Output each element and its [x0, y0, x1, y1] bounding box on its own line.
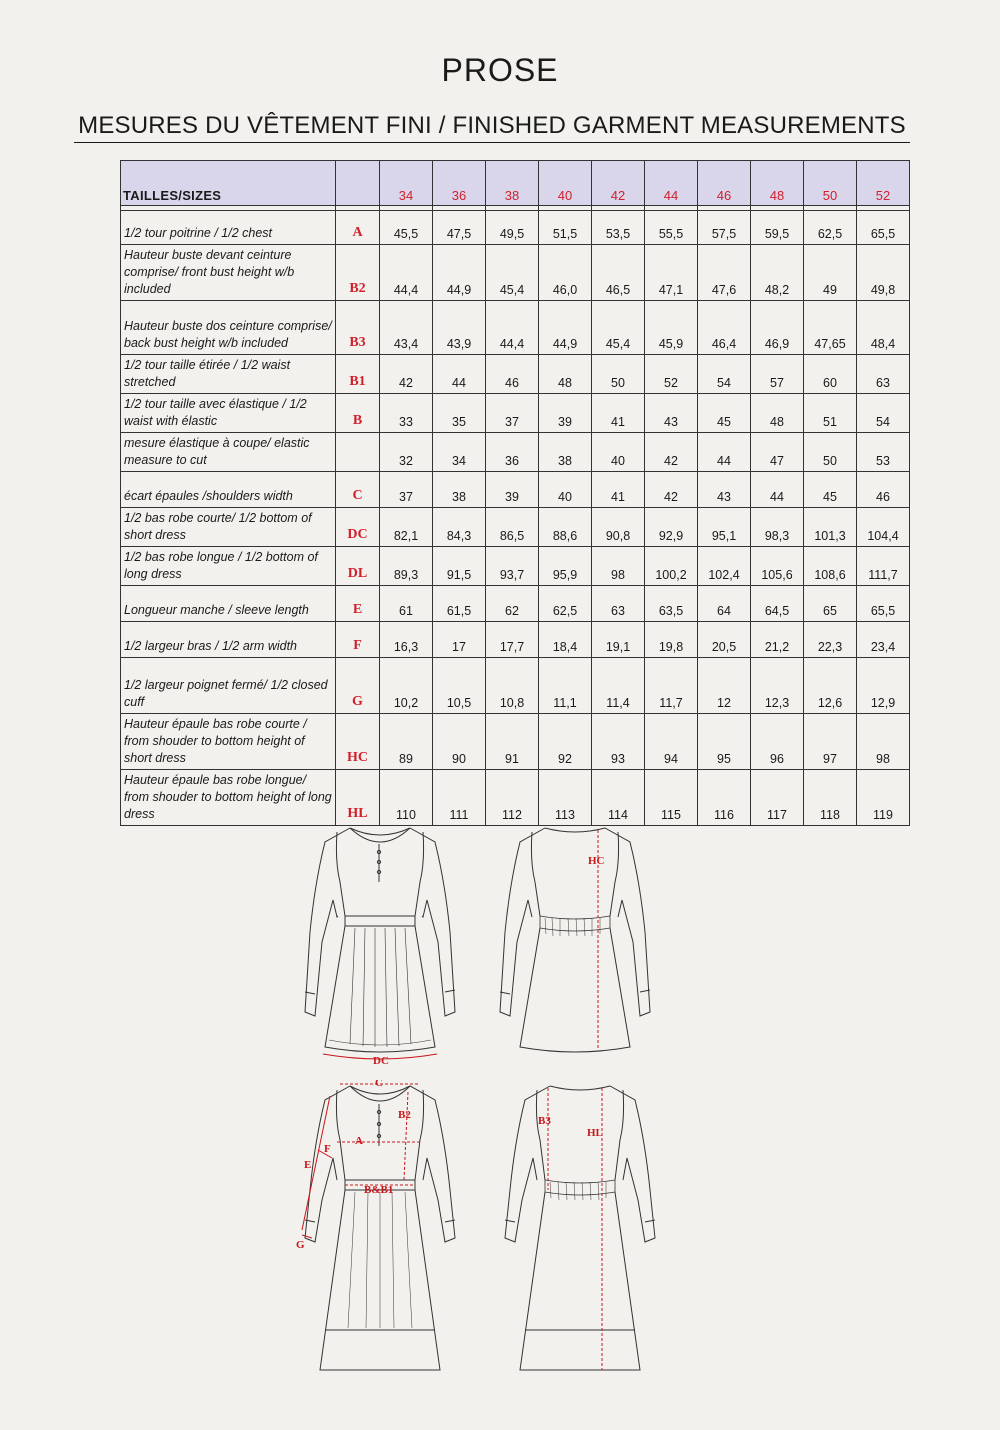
- table-row: [121, 433, 910, 472]
- measurement-value: 86,5: [486, 508, 539, 547]
- measurement-value: 44: [751, 472, 804, 508]
- measurement-value: 93,7: [486, 547, 539, 586]
- measurement-value: 54: [698, 355, 751, 394]
- measurement-value: 48: [751, 394, 804, 433]
- measurement-value: 89,3: [380, 547, 433, 586]
- measurement-value: 92: [539, 714, 592, 770]
- measurement-value: 45,5: [380, 211, 433, 245]
- table-row: [121, 586, 910, 622]
- measurement-value: 53: [857, 433, 910, 472]
- measurement-value: 119: [857, 770, 910, 826]
- measurement-description: 1/2 tour taille avec élastique / 1/2 waist with élastic: [121, 394, 336, 433]
- measurement-value: 116: [698, 770, 751, 826]
- measurement-value: 49,8: [857, 245, 910, 301]
- hc-label: HC: [588, 855, 605, 867]
- measurement-value: 11,7: [645, 658, 698, 714]
- measurement-value: 41: [592, 394, 645, 433]
- measurement-value: 111: [433, 770, 486, 826]
- measurement-value: 36: [486, 433, 539, 472]
- table-row: [121, 211, 910, 245]
- measurement-value: 12,3: [751, 658, 804, 714]
- measurement-value: 47,1: [645, 245, 698, 301]
- measurement-value: 54: [857, 394, 910, 433]
- measurement-value: 34: [433, 433, 486, 472]
- table-row: [121, 770, 910, 826]
- front-long-dress-figure: [280, 1080, 470, 1380]
- measurement-value: 33: [380, 394, 433, 433]
- measurement-value: 64,5: [751, 586, 804, 622]
- measurement-value: 49,5: [486, 211, 539, 245]
- measurement-value: 43,4: [380, 301, 433, 355]
- measurement-value: 104,4: [857, 508, 910, 547]
- measurement-value: 62: [486, 586, 539, 622]
- table-row: [121, 394, 910, 433]
- measurement-value: 47: [751, 433, 804, 472]
- measurement-value: 95,9: [539, 547, 592, 586]
- measurement-code: DC: [336, 508, 380, 547]
- measurement-value: 19,8: [645, 622, 698, 658]
- dc-label: DC: [373, 1055, 389, 1067]
- measurement-value: 38: [539, 433, 592, 472]
- measurement-value: 39: [486, 472, 539, 508]
- measurement-value: 59,5: [751, 211, 804, 245]
- measurement-description: mesure élastique à coupe/ elastic measure to cut: [121, 433, 336, 472]
- measurement-value: 94: [645, 714, 698, 770]
- measurement-value: 53,5: [592, 211, 645, 245]
- measurement-value: 10,8: [486, 658, 539, 714]
- measurement-table: [120, 160, 910, 826]
- measurement-value: 84,3: [433, 508, 486, 547]
- size-header: 52: [857, 161, 910, 206]
- page-subtitle: MESURES DU VÊTEMENT FINI / FINISHED GARMENT MEASUREMENTS: [74, 112, 910, 143]
- measurement-code: B3: [336, 301, 380, 355]
- measurement-code: C: [336, 472, 380, 508]
- measurement-value: 62,5: [804, 211, 857, 245]
- measurement-description: 1/2 bas robe longue / 1/2 bottom of long dress: [121, 547, 336, 586]
- measurement-value: 91,5: [433, 547, 486, 586]
- size-header: 44: [645, 161, 698, 206]
- measurement-value: 64: [698, 586, 751, 622]
- measurement-value: 43: [698, 472, 751, 508]
- table-row: [121, 658, 910, 714]
- measurement-value: 10,2: [380, 658, 433, 714]
- measurement-value: 16,3: [380, 622, 433, 658]
- measurement-value: 101,3: [804, 508, 857, 547]
- measurement-value: 46: [857, 472, 910, 508]
- measurement-value: 108,6: [804, 547, 857, 586]
- measurement-value: 46: [486, 355, 539, 394]
- b2-label: B2: [398, 1109, 411, 1121]
- measurement-value: 115: [645, 770, 698, 826]
- measurement-value: 50: [804, 433, 857, 472]
- measurement-value: 57: [751, 355, 804, 394]
- measurement-value: 17: [433, 622, 486, 658]
- table-row: [121, 472, 910, 508]
- measurement-value: 65: [804, 586, 857, 622]
- table-row: [121, 355, 910, 394]
- measurement-value: 118: [804, 770, 857, 826]
- measurement-description: Hauteur épaule bas robe longue/ from shouder to bottom height of long dress: [121, 770, 336, 826]
- measurement-value: 45: [804, 472, 857, 508]
- table-row: [121, 301, 910, 355]
- size-header: 40: [539, 161, 592, 206]
- measurement-value: 12: [698, 658, 751, 714]
- measurement-value: 105,6: [751, 547, 804, 586]
- measurement-value: 46,9: [751, 301, 804, 355]
- measurement-description: 1/2 tour poitrine / 1/2 chest: [121, 211, 336, 245]
- measurement-value: 44,4: [486, 301, 539, 355]
- measurement-value: 88,6: [539, 508, 592, 547]
- measurement-description: écart épaules /shoulders width: [121, 472, 336, 508]
- measurement-value: 10,5: [433, 658, 486, 714]
- measurement-value: 82,1: [380, 508, 433, 547]
- measurement-value: 45,4: [486, 245, 539, 301]
- c-label: C: [375, 1080, 383, 1089]
- e-label: E: [304, 1159, 312, 1171]
- measurement-value: 11,4: [592, 658, 645, 714]
- measurement-value: 61: [380, 586, 433, 622]
- measurement-value: 40: [539, 472, 592, 508]
- measurement-value: 63: [592, 586, 645, 622]
- measurement-value: 44: [698, 433, 751, 472]
- measurement-value: 110: [380, 770, 433, 826]
- measurement-value: 55,5: [645, 211, 698, 245]
- g-label: G: [296, 1239, 305, 1251]
- measurement-value: 61,5: [433, 586, 486, 622]
- measurement-description: 1/2 bas robe courte/ 1/2 bottom of short dress: [121, 508, 336, 547]
- measurement-value: 40: [592, 433, 645, 472]
- measurement-value: 23,4: [857, 622, 910, 658]
- measurement-value: 95: [698, 714, 751, 770]
- measurement-value: 48: [539, 355, 592, 394]
- page-title: PROSE: [441, 52, 559, 88]
- measurement-value: 65,5: [857, 586, 910, 622]
- measurement-value: 98: [857, 714, 910, 770]
- measurement-value: 113: [539, 770, 592, 826]
- measurement-value: 62,5: [539, 586, 592, 622]
- table-row: [121, 547, 910, 586]
- measurement-code: E: [336, 586, 380, 622]
- size-header: 34: [380, 161, 433, 206]
- measurement-value: 102,4: [698, 547, 751, 586]
- measurement-value: 17,7: [486, 622, 539, 658]
- measurement-value: 95,1: [698, 508, 751, 547]
- size-header: 50: [804, 161, 857, 206]
- measurement-value: 51: [804, 394, 857, 433]
- measurement-value: 12,6: [804, 658, 857, 714]
- measurement-value: 50: [592, 355, 645, 394]
- measurement-value: 89: [380, 714, 433, 770]
- measurement-value: 98: [592, 547, 645, 586]
- measurement-value: 96: [751, 714, 804, 770]
- measurement-value: 37: [380, 472, 433, 508]
- measurement-value: 93: [592, 714, 645, 770]
- measurement-code: B1: [336, 355, 380, 394]
- measurement-value: 45,4: [592, 301, 645, 355]
- measurement-value: 63,5: [645, 586, 698, 622]
- measurement-description: Hauteur buste devant ceinture comprise/ front bust height w/b included: [121, 245, 336, 301]
- measurement-value: 11,1: [539, 658, 592, 714]
- table-row: [121, 714, 910, 770]
- hl-label: HL: [587, 1127, 603, 1139]
- front-short-dress-figure: [295, 822, 465, 1072]
- measurement-value: 42: [645, 472, 698, 508]
- measurement-value: 47,65: [804, 301, 857, 355]
- measurement-value: 60: [804, 355, 857, 394]
- measurement-value: 52: [645, 355, 698, 394]
- measurement-value: 44,4: [380, 245, 433, 301]
- measurement-code: HC: [336, 714, 380, 770]
- table-header-row: [121, 161, 910, 206]
- size-header: 38: [486, 161, 539, 206]
- measurement-value: 43,9: [433, 301, 486, 355]
- measurement-value: 12,9: [857, 658, 910, 714]
- measurement-value: 21,2: [751, 622, 804, 658]
- measurement-value: 48,2: [751, 245, 804, 301]
- measurement-value: 37: [486, 394, 539, 433]
- code-header-cell: [336, 161, 380, 206]
- measurement-value: 47,5: [433, 211, 486, 245]
- measurement-value: 91: [486, 714, 539, 770]
- measurement-value: 92,9: [645, 508, 698, 547]
- measurement-value: 100,2: [645, 547, 698, 586]
- measurement-value: 49: [804, 245, 857, 301]
- measurement-value: 38: [433, 472, 486, 508]
- measurement-value: 22,3: [804, 622, 857, 658]
- size-header: 48: [751, 161, 804, 206]
- measurement-value: 46,4: [698, 301, 751, 355]
- measurement-value: 46,0: [539, 245, 592, 301]
- measurement-code: HL: [336, 770, 380, 826]
- measurement-description: Longueur manche / sleeve length: [121, 586, 336, 622]
- table-row: [121, 245, 910, 301]
- measurement-description: Hauteur épaule bas robe courte / from shouder to bottom height of short dress: [121, 714, 336, 770]
- measurement-code: G: [336, 658, 380, 714]
- sizes-header-label: TAILLES/SIZES: [121, 161, 336, 206]
- measurement-code: A: [336, 211, 380, 245]
- measurement-value: 32: [380, 433, 433, 472]
- measurement-value: 19,1: [592, 622, 645, 658]
- measurement-code: DL: [336, 547, 380, 586]
- table-row: [121, 622, 910, 658]
- measurement-description: 1/2 tour taille étirée / 1/2 waist stretched: [121, 355, 336, 394]
- measurement-code: F: [336, 622, 380, 658]
- back-long-dress-figure: [480, 1080, 670, 1380]
- measurement-value: 98,3: [751, 508, 804, 547]
- measurement-value: 112: [486, 770, 539, 826]
- measurement-value: 42: [645, 433, 698, 472]
- measurement-value: 46,5: [592, 245, 645, 301]
- measurement-description: 1/2 largeur bras / 1/2 arm width: [121, 622, 336, 658]
- measurement-value: 48,4: [857, 301, 910, 355]
- bb1-label: B&B1: [364, 1184, 394, 1196]
- measurement-description: Hauteur buste dos ceinture comprise/ back bust height w/b included: [121, 301, 336, 355]
- size-header: 42: [592, 161, 645, 206]
- measurement-value: 114: [592, 770, 645, 826]
- measurement-value: 90,8: [592, 508, 645, 547]
- measurement-value: 111,7: [857, 547, 910, 586]
- measurement-code: B: [336, 394, 380, 433]
- f-label: F: [324, 1143, 331, 1155]
- measurement-value: 47,6: [698, 245, 751, 301]
- measurement-code: B2: [336, 245, 380, 301]
- size-header: 46: [698, 161, 751, 206]
- measurement-value: 20,5: [698, 622, 751, 658]
- measurement-value: 45: [698, 394, 751, 433]
- measurement-value: 65,5: [857, 211, 910, 245]
- measurement-value: 18,4: [539, 622, 592, 658]
- measurement-value: 90: [433, 714, 486, 770]
- back-short-dress-figure: [490, 822, 660, 1072]
- measurement-value: 44,9: [433, 245, 486, 301]
- measurement-value: 117: [751, 770, 804, 826]
- table-body: [121, 206, 910, 826]
- measurement-value: 57,5: [698, 211, 751, 245]
- measurement-value: 63: [857, 355, 910, 394]
- measurement-value: 44: [433, 355, 486, 394]
- table-row: [121, 508, 910, 547]
- b3-label: B3: [538, 1115, 551, 1127]
- measurement-value: 51,5: [539, 211, 592, 245]
- measurement-code: [336, 433, 380, 472]
- measurement-value: 44,9: [539, 301, 592, 355]
- a-label: A: [355, 1135, 363, 1147]
- measurement-value: 39: [539, 394, 592, 433]
- measurement-value: 42: [380, 355, 433, 394]
- measurement-description: 1/2 largeur poignet fermé/ 1/2 closed cuff: [121, 658, 336, 714]
- measurement-value: 41: [592, 472, 645, 508]
- measurement-value: 35: [433, 394, 486, 433]
- measurement-value: 45,9: [645, 301, 698, 355]
- size-header: 36: [433, 161, 486, 206]
- measurement-value: 97: [804, 714, 857, 770]
- measurement-value: 43: [645, 394, 698, 433]
